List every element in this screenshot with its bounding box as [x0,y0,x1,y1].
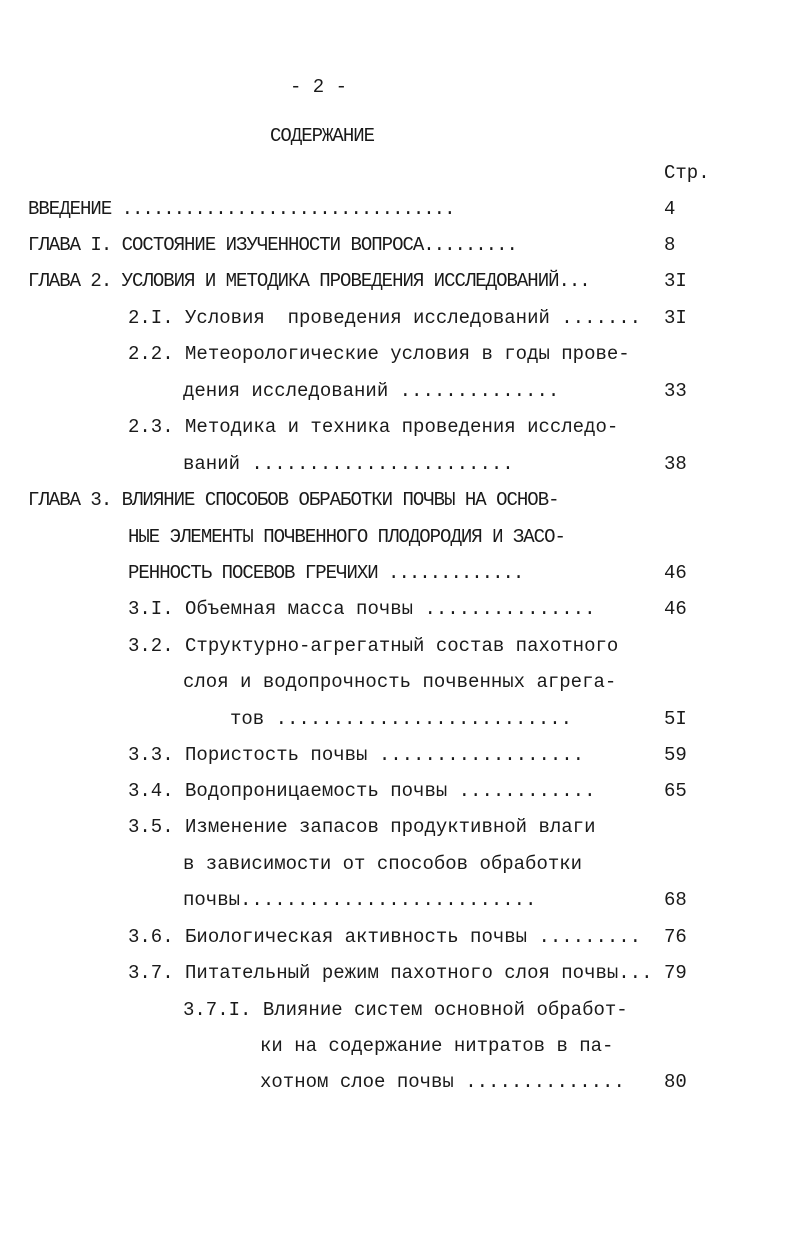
toc-page-chapter-1: 8 [664,234,676,256]
toc-entry-3-5-cont-1: в зависимости от способов обработки [183,853,583,875]
toc-page-3-5: 68 [664,889,687,911]
toc-entry-3-7: 3.7. Питательный режим пахотного слоя почвы... [128,962,653,984]
toc-entry-chapter-3-cont-1: НЫЕ ЭЛЕМЕНТЫ ПОЧВЕННОГО ПЛОДОРОДИЯ И ЗАСО- [128,526,565,548]
toc-page-3-7-1: 80 [664,1071,687,1093]
toc-page-3-7: 79 [664,962,687,984]
toc-entry-3-4: 3.4. Водопроницаемость почвы ............ [128,780,596,802]
toc-entry-3-5-cont-2: почвы.......................... [183,889,537,911]
toc-entry-2-1: 2.I. Условия проведения исследований ....... [128,307,642,329]
toc-page-chapter-3: 46 [664,562,687,584]
toc-page-2-1: 3I [664,307,687,329]
toc-page-3-6: 76 [664,926,687,948]
toc-entry-3-2: 3.2. Структурно-агрегатный состав пахотного [128,635,619,657]
toc-entry-chapter-3: ГЛАВА 3. ВЛИЯНИЕ СПОСОБОВ ОБРАБОТКИ ПОЧВЫ НА ОСНОВ- [28,489,559,511]
toc-page-3-4: 65 [664,780,687,802]
toc-entry-chapter-1: ГЛАВА I. СОСТОЯНИЕ ИЗУЧЕННОСТИ ВОПРОСА......... [28,234,517,256]
toc-entry-chapter-3-cont-2: РЕННОСТЬ ПОСЕВОВ ГРЕЧИХИ ............. [128,562,524,584]
toc-entry-2-3: 2.3. Методика и техника проведения исследо- [128,416,619,438]
toc-entry-3-5: 3.5. Изменение запасов продуктивной влаги [128,816,596,838]
toc-entry-2-2-cont: дения исследований .............. [183,380,560,402]
toc-entry-2-2: 2.2. Метеорологические условия в годы прове- [128,343,630,365]
toc-page-2-2: 33 [664,380,687,402]
toc-entry-3-2-cont-1: слоя и водопрочность почвенных агрега- [183,671,617,693]
toc-entry-chapter-2: ГЛАВА 2. УСЛОВИЯ И МЕТОДИКА ПРОВЕДЕНИЯ ИССЛЕДОВАНИЙ... [28,270,590,292]
toc-entry-3-2-cont-2: тов .......................... [230,708,573,730]
toc-entry-intro: ВВЕДЕНИЕ ................................ [28,198,455,220]
toc-page-2-3: 38 [664,453,687,475]
toc-page-intro: 4 [664,198,676,220]
toc-entry-3-3: 3.3. Пористость почвы .................. [128,744,585,766]
page-column-header: Стр. [664,162,710,184]
toc-entry-3-7-1-cont-1: ки на содержание нитратов в па- [260,1035,614,1057]
toc-page-3-2: 5I [664,708,687,730]
toc-page-3-1: 46 [664,598,687,620]
page-number: - 2 - [290,76,348,98]
toc-entry-3-1: 3.I. Объемная масса почвы ............... [128,598,596,620]
toc-page-chapter-2: 3I [664,270,687,292]
toc-entry-2-3-cont: ваний ....................... [183,453,514,475]
toc-entry-3-7-1: 3.7.I. Влияние систем основной обработ- [183,999,628,1021]
toc-page-3-3: 59 [664,744,687,766]
toc-entry-3-7-1-cont-2: хотном слое почвы .............. [260,1071,625,1093]
toc-title: СОДЕРЖАНИЕ [270,125,375,147]
toc-entry-3-6: 3.6. Биологическая активность почвы ......... [128,926,642,948]
